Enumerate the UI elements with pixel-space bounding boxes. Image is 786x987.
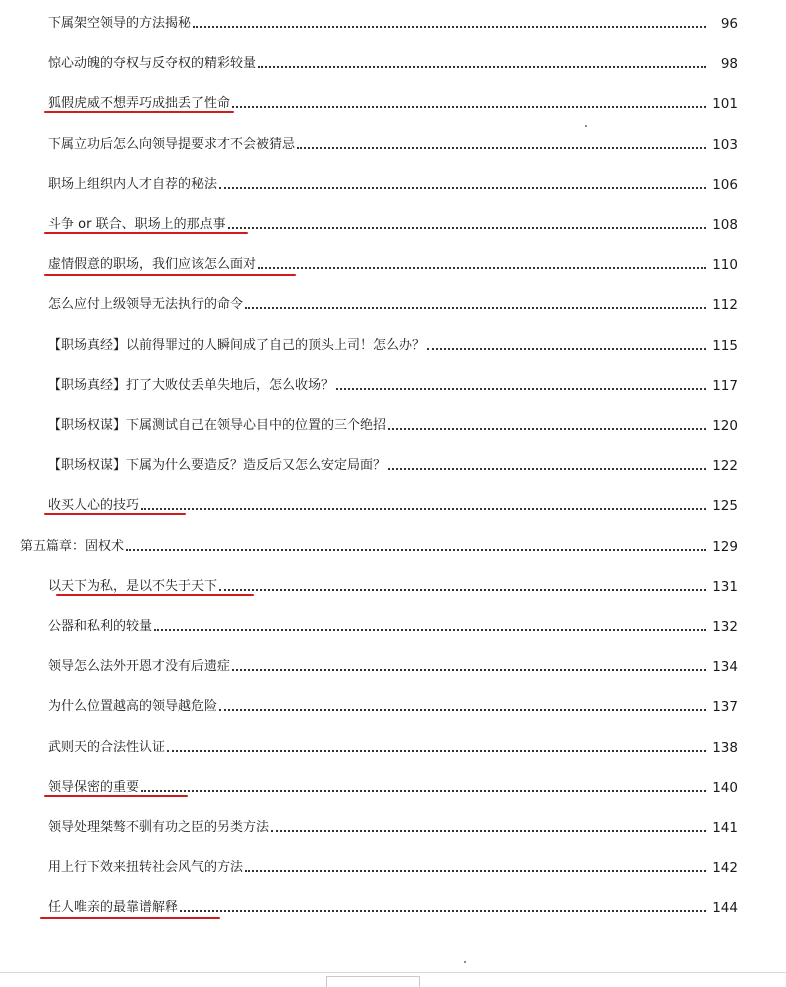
toc-entry-title: 任人唯亲的最靠谱解释 (48, 900, 179, 916)
toc-entry-page-number: 141 (712, 820, 738, 836)
dot-leader (297, 147, 706, 149)
toc-entry[interactable] (48, 695, 738, 719)
toc-entry-page-number: 137 (712, 699, 738, 716)
toc-entry[interactable] (48, 856, 738, 880)
toc-entry-title: 用上行下效来扭转社会风气的方法 (48, 860, 244, 876)
dot-leader (232, 106, 706, 108)
dot-leader (193, 26, 706, 28)
toc-entry-title: 以天下为私，是以不失于天下 (48, 578, 218, 594)
dot-leader (167, 750, 706, 752)
toc-entry-page-number: 101 (712, 96, 738, 113)
scan-speck (585, 125, 587, 127)
dot-leader (219, 589, 706, 591)
toc-chapter-heading[interactable] (20, 535, 738, 559)
toc-entry-title: 【职场权谋】下属为什么要造反？造反后又怎么安定局面？ (48, 458, 387, 474)
dot-leader (180, 910, 706, 912)
dot-leader (126, 549, 706, 551)
toc-entry[interactable] (48, 816, 738, 840)
dot-leader (219, 709, 706, 711)
toc-entry-page-number: 120 (712, 418, 738, 434)
toc-entry-page-number: 140 (712, 779, 738, 796)
toc-entry-page-number: 98 (720, 56, 738, 73)
toc-entry[interactable] (48, 454, 738, 478)
toc-entry[interactable] (48, 12, 738, 36)
toc-entry-title: 虚情假意的职场，我们应该怎么面对 (48, 257, 257, 273)
toc-entry[interactable] (48, 736, 738, 760)
toc-entry-page-number: 125 (712, 498, 738, 515)
toc-entry-title: 下属架空领导的方法揭秘 (48, 16, 192, 31)
toc-entry[interactable] (48, 334, 738, 358)
toc-entry[interactable] (48, 615, 738, 639)
page-bottom-rule (0, 972, 786, 973)
toc-entry-page-number: 117 (712, 377, 738, 394)
toc-entry-page-number: 112 (712, 297, 738, 314)
dot-leader (258, 267, 706, 269)
toc-entry[interactable] (48, 655, 738, 679)
dot-leader (388, 468, 706, 470)
scan-speck (464, 961, 466, 963)
dot-leader (245, 870, 706, 872)
toc-entry-title: 惊心动魄的夺权与反夺权的精彩较量 (48, 56, 257, 72)
toc-entry-page-number: 129 (712, 538, 738, 555)
red-underline-mark (44, 232, 248, 234)
toc-entry-page-number: 106 (712, 176, 738, 193)
toc-entry-title: 领导处理桀骜不驯有功之臣的另类方法 (48, 820, 270, 835)
toc-entry-title: 第五篇章：固权术 (20, 538, 125, 554)
toc-entry-page-number: 103 (712, 136, 738, 153)
toc-entry-title: 为什么位置越高的领导越危险 (48, 699, 218, 715)
toc-entry[interactable] (48, 173, 738, 197)
toc-entry-page-number: 142 (712, 860, 738, 877)
dot-leader (154, 629, 706, 631)
toc-entry-title: 怎么应付上级领导无法执行的命令 (48, 297, 244, 313)
dot-leader (245, 307, 706, 309)
toc-entry-page-number: 134 (712, 659, 738, 676)
toc-entry-page-number: 115 (712, 337, 738, 354)
toc-entry[interactable] (48, 52, 738, 76)
toc-entry-title: 收买人心的技巧 (48, 498, 140, 514)
toc-entry-page-number: 110 (712, 257, 738, 274)
dot-leader (219, 187, 706, 189)
toc-entry-title: 【职场权谋】下属测试自己在领导心目中的位置的三个绝招 (48, 418, 387, 433)
red-underline-mark (44, 274, 296, 276)
dot-leader (336, 388, 706, 390)
toc-entry[interactable] (48, 133, 738, 157)
dot-leader (258, 66, 706, 68)
toc-entry[interactable] (48, 374, 738, 398)
toc-entry-title: 武则天的合法性认证 (48, 739, 166, 755)
toc-entry-title: 下属立功后怎么向领导提要求才不会被猜忌 (48, 136, 296, 152)
toc-entry-title: 职场上组织内人才自荐的秘法 (48, 176, 218, 192)
dot-leader (427, 348, 706, 350)
dot-leader (232, 669, 706, 671)
toc-entry-title: 斗争 or 联合、职场上的那点事 (48, 217, 226, 232)
toc-entry-page-number: 132 (712, 619, 738, 635)
toc-entry-page-number: 96 (720, 16, 738, 32)
toc-entry[interactable] (48, 293, 738, 317)
toc-entry-title: 领导保密的重要 (48, 779, 140, 795)
dot-leader (141, 790, 706, 792)
dot-leader (271, 830, 706, 832)
toc-entry-page-number: 122 (712, 458, 738, 475)
toc-entry-title: 领导怎么法外开恩才没有后遗症 (48, 659, 231, 675)
toc-entry-title: 公器和私利的较量 (48, 619, 153, 634)
toc-entry-title: 狐假虎威不想弄巧成拙丢了性命 (48, 96, 231, 112)
toc-entry-title: 【职场真经】以前得罪过的人瞬间成了自己的顶头上司！怎么办？ (48, 337, 426, 353)
dot-leader (388, 428, 706, 430)
toc-entry-page-number: 108 (712, 217, 738, 233)
toc-entry[interactable] (48, 414, 738, 438)
toc-entry-page-number: 131 (712, 578, 738, 595)
toc-entry-page-number: 144 (712, 900, 738, 917)
dot-leader (141, 508, 706, 510)
toc-entry-title: 【职场真经】打了大败仗丢单失地后，怎么收场？ (48, 377, 335, 393)
red-underline-mark (44, 795, 188, 797)
toc-entry-page-number: 138 (712, 739, 738, 756)
red-underline-mark (56, 594, 254, 596)
dot-leader (228, 227, 706, 229)
